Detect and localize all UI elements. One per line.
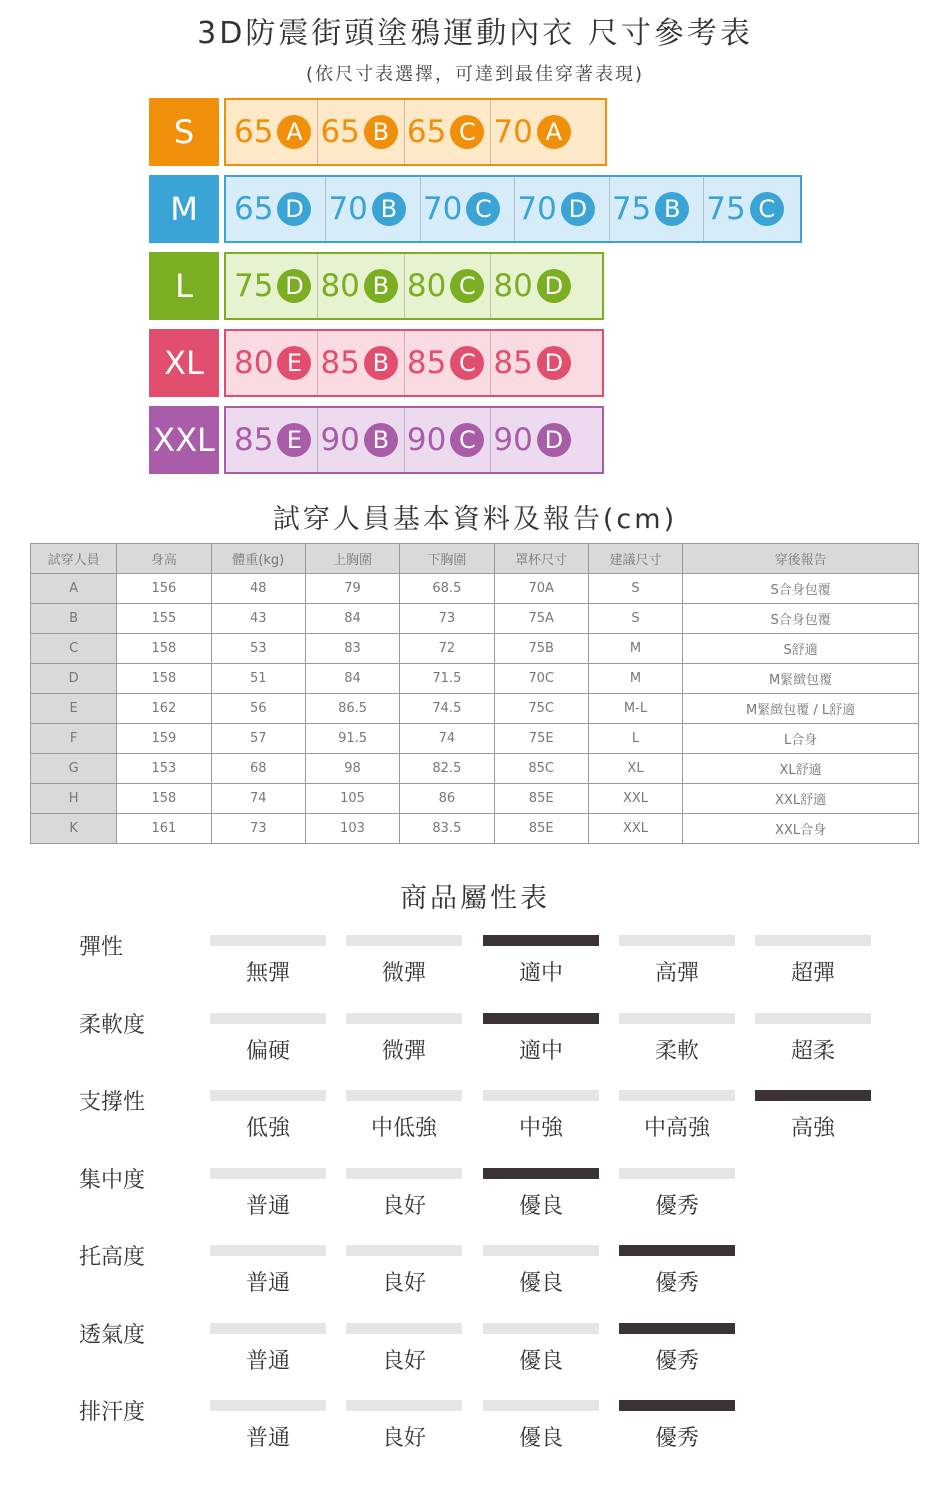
- level-label: 良好: [381, 1426, 426, 1451]
- cup-size: [326, 177, 420, 241]
- level-label: 優良: [518, 1193, 563, 1219]
- cup-band: 80: [320, 268, 360, 304]
- cup-band: 80: [406, 268, 447, 304]
- attribute-name: 集中度: [79, 1167, 146, 1193]
- level-label: 超柔: [790, 1038, 835, 1064]
- table-cell: M: [588, 634, 682, 664]
- table-cell: 105: [305, 784, 399, 814]
- cup-size-box: [224, 98, 607, 166]
- level-bar: [619, 1090, 735, 1101]
- column-header: 建議尺寸: [588, 544, 682, 574]
- level-label: 中低強: [370, 1116, 437, 1141]
- table-cell: S: [588, 574, 682, 604]
- table-cell: 85E: [494, 814, 588, 844]
- table-cell: 53: [211, 634, 305, 664]
- column-header: 試穿人員: [31, 544, 117, 574]
- table-cell: XL: [588, 754, 682, 784]
- size-row-xl: [149, 329, 809, 397]
- table-cell: 85C: [494, 754, 588, 784]
- table-cell: G: [31, 754, 117, 784]
- table-cell: 161: [117, 814, 211, 844]
- level-label: 中強: [518, 1116, 563, 1141]
- level-bar: [619, 935, 735, 946]
- level-label: 普通: [245, 1348, 290, 1374]
- cup-size: [515, 177, 609, 241]
- table-cell: M: [588, 664, 682, 694]
- level-label: 微彈: [381, 961, 426, 986]
- trial-table-header: [31, 544, 919, 574]
- cup-band: 90: [493, 422, 533, 458]
- cup-letter-badge: C: [450, 346, 484, 380]
- size-label: M: [149, 175, 219, 243]
- cup-letter-badge: C: [450, 115, 484, 149]
- cup-size: [704, 177, 797, 241]
- table-cell: 74: [400, 724, 494, 754]
- table-cell: M緊緻包覆: [683, 664, 919, 694]
- trial-table: [30, 543, 919, 844]
- table-cell: 75A: [494, 604, 588, 634]
- level-label: 優秀: [654, 1348, 699, 1374]
- level-bar-selected: [483, 935, 599, 946]
- cup-size: [232, 408, 318, 472]
- trial-table-title: 試穿人員基本資料及報告(cm): [272, 504, 678, 535]
- cup-band: 65: [234, 191, 274, 227]
- cup-size-box: [224, 329, 604, 397]
- cup-letter-badge: C: [466, 192, 500, 226]
- level-label: 無彈: [245, 961, 290, 986]
- table-cell: 51: [211, 664, 305, 694]
- table-cell: 82.5: [400, 754, 494, 784]
- attribute-name: 支撐性: [79, 1090, 146, 1115]
- attribute-table-title: 商品屬性表: [400, 883, 550, 914]
- table-cell: 158: [117, 634, 211, 664]
- cup-band: 70: [422, 191, 463, 227]
- level-label: 普通: [245, 1426, 290, 1451]
- table-cell: XXL合身: [683, 814, 919, 844]
- cup-size-box: [224, 406, 604, 474]
- table-cell: M緊緻包覆 / L舒適: [683, 694, 919, 724]
- level-bar: [210, 1168, 326, 1179]
- cup-band: 70: [493, 114, 533, 150]
- cup-size: [318, 254, 404, 318]
- table-cell: XL舒適: [683, 754, 919, 784]
- table-cell: 74.5: [400, 694, 494, 724]
- cup-size: [610, 177, 704, 241]
- cup-band: 65: [320, 114, 360, 150]
- cup-size: [491, 254, 576, 318]
- table-cell: E: [31, 694, 117, 724]
- cup-size: [232, 177, 326, 241]
- level-label: 柔軟: [654, 1038, 699, 1064]
- cup-size: [232, 331, 318, 395]
- table-cell: 79: [305, 574, 399, 604]
- level-label: 微彈: [381, 1038, 426, 1064]
- level-label: 優秀: [654, 1271, 699, 1296]
- cup-size: [405, 100, 491, 164]
- level-label: 優良: [518, 1426, 563, 1451]
- table-cell: 103: [305, 814, 399, 844]
- level-bar: [346, 935, 462, 946]
- table-cell: 86: [400, 784, 494, 814]
- table-cell: 155: [117, 604, 211, 634]
- table-cell: 156: [117, 574, 211, 604]
- table-cell: XXL: [588, 814, 682, 844]
- level-bar-selected: [483, 1013, 599, 1024]
- cup-letter-badge: C: [450, 423, 484, 457]
- table-cell: 73: [211, 814, 305, 844]
- cup-band: 70: [328, 191, 368, 227]
- cup-band: 80: [493, 268, 533, 304]
- attribute-name: 透氣度: [79, 1322, 146, 1348]
- level-bar: [210, 935, 326, 946]
- cup-band: 85: [320, 345, 360, 381]
- level-bar: [346, 1168, 462, 1179]
- table-cell: 75E: [494, 724, 588, 754]
- cup-band: 75: [234, 268, 274, 304]
- table-cell: 159: [117, 724, 211, 754]
- size-row-xxl: [149, 406, 809, 474]
- cup-size: [421, 177, 515, 241]
- table-cell: 71.5: [400, 664, 494, 694]
- table-cell: XXL舒適: [683, 784, 919, 814]
- level-bar: [619, 1168, 735, 1179]
- level-bar: [346, 1013, 462, 1024]
- cup-size-box: [224, 252, 604, 320]
- size-row-s: [149, 98, 809, 166]
- level-label: 適中: [518, 961, 563, 986]
- table-cell: 70C: [494, 664, 588, 694]
- level-label: 優良: [518, 1271, 563, 1296]
- level-bar: [755, 935, 871, 946]
- page-title: 3D防震街頭塗鴉運動內衣 尺寸參考表: [197, 16, 753, 51]
- level-label: 優秀: [654, 1426, 699, 1451]
- table-cell: 73: [400, 604, 494, 634]
- table-cell: 48: [211, 574, 305, 604]
- table-cell: 158: [117, 784, 211, 814]
- attribute-name: 彈性: [79, 935, 124, 960]
- level-label: 中高強: [643, 1116, 710, 1141]
- table-cell: S合身包覆: [683, 574, 919, 604]
- cup-letter-badge: B: [372, 192, 406, 226]
- level-label: 優良: [518, 1348, 563, 1374]
- level-label: 普通: [245, 1271, 290, 1296]
- cup-letter-badge: A: [537, 115, 571, 149]
- level-label: 普通: [245, 1193, 290, 1219]
- cup-band: 90: [320, 422, 360, 458]
- level-bar: [346, 1090, 462, 1101]
- cup-band: 75: [706, 191, 746, 227]
- table-row: [31, 634, 919, 664]
- table-cell: M-L: [588, 694, 682, 724]
- table-cell: 162: [117, 694, 211, 724]
- size-label: XXL: [149, 406, 219, 474]
- table-cell: XXL: [588, 784, 682, 814]
- level-bar: [483, 1400, 599, 1411]
- cup-size: [491, 331, 576, 395]
- column-header: 身高: [117, 544, 211, 574]
- table-cell: L: [588, 724, 682, 754]
- table-cell: 158: [117, 664, 211, 694]
- cup-band: 80: [234, 345, 274, 381]
- column-header: 下胸圍: [400, 544, 494, 574]
- size-label: L: [149, 252, 219, 320]
- cup-size: [491, 100, 576, 164]
- cup-band: 85: [406, 345, 447, 381]
- size-row-l: [149, 252, 809, 320]
- table-cell: S舒適: [683, 634, 919, 664]
- cup-letter-badge: D: [537, 269, 571, 303]
- table-cell: 68: [211, 754, 305, 784]
- level-bar: [483, 1090, 599, 1101]
- cup-letter-badge: D: [277, 192, 311, 226]
- table-cell: 86.5: [305, 694, 399, 724]
- table-cell: 70A: [494, 574, 588, 604]
- table-cell: 85E: [494, 784, 588, 814]
- size-label: XL: [149, 329, 219, 397]
- table-cell: 72: [400, 634, 494, 664]
- level-label: 高彈: [654, 961, 699, 986]
- level-bar: [483, 1323, 599, 1334]
- table-cell: 56: [211, 694, 305, 724]
- level-bar: [755, 1013, 871, 1024]
- cup-size: [232, 254, 318, 318]
- cup-letter-badge: D: [277, 269, 311, 303]
- table-cell: 75B: [494, 634, 588, 664]
- level-bar: [346, 1245, 462, 1256]
- level-label: 適中: [518, 1038, 563, 1064]
- cup-letter-badge: B: [655, 192, 689, 226]
- level-bar-selected: [619, 1245, 735, 1256]
- table-cell: S合身包覆: [683, 604, 919, 634]
- column-header: 體重(kg): [211, 544, 305, 574]
- level-bar: [210, 1013, 326, 1024]
- table-cell: 91.5: [305, 724, 399, 754]
- table-cell: A: [31, 574, 117, 604]
- table-cell: 74: [211, 784, 305, 814]
- level-bar: [210, 1090, 326, 1101]
- table-row: [31, 604, 919, 634]
- cup-size: [318, 408, 404, 472]
- level-label: 低強: [245, 1116, 290, 1141]
- table-cell: 68.5: [400, 574, 494, 604]
- level-label: 良好: [381, 1271, 426, 1296]
- table-cell: B: [31, 604, 117, 634]
- table-row: [31, 814, 919, 844]
- table-row: [31, 754, 919, 784]
- cup-letter-badge: C: [450, 269, 484, 303]
- table-cell: 57: [211, 724, 305, 754]
- level-bar: [346, 1323, 462, 1334]
- level-bar: [483, 1245, 599, 1256]
- cup-letter-badge: B: [364, 346, 398, 380]
- level-bar-selected: [619, 1400, 735, 1411]
- cup-letter-badge: B: [364, 115, 398, 149]
- level-label: 偏硬: [245, 1038, 290, 1064]
- table-row: [31, 724, 919, 754]
- cup-letter-badge: A: [277, 115, 311, 149]
- page-subtitle: (依尺寸表選擇，可達到最佳穿著表現): [305, 64, 645, 85]
- cup-band: 65: [406, 114, 447, 150]
- size-label: S: [149, 98, 219, 166]
- cup-size: [405, 408, 491, 472]
- level-bar-selected: [619, 1323, 735, 1334]
- cup-letter-badge: E: [277, 423, 311, 457]
- cup-band: 85: [493, 345, 533, 381]
- cup-letter-badge: B: [364, 423, 398, 457]
- level-bar: [210, 1400, 326, 1411]
- table-cell: 98: [305, 754, 399, 784]
- table-cell: L合身: [683, 724, 919, 754]
- level-bar: [210, 1245, 326, 1256]
- table-cell: 75C: [494, 694, 588, 724]
- cup-letter-badge: C: [750, 192, 784, 226]
- column-header: 穿後報告: [683, 544, 919, 574]
- level-label: 高強: [790, 1116, 835, 1141]
- cup-band: 65: [234, 114, 274, 150]
- level-label: 超彈: [790, 961, 835, 986]
- cup-letter-badge: D: [537, 423, 571, 457]
- table-row: [31, 784, 919, 814]
- level-bar: [619, 1013, 735, 1024]
- cup-band: 70: [517, 191, 557, 227]
- table-row: [31, 664, 919, 694]
- cup-size: [405, 331, 491, 395]
- table-row: [31, 694, 919, 724]
- table-cell: 153: [117, 754, 211, 784]
- cup-size: [232, 100, 318, 164]
- table-cell: 83.5: [400, 814, 494, 844]
- table-row: [31, 574, 919, 604]
- attribute-name: 排汗度: [79, 1400, 146, 1425]
- level-bar: [210, 1323, 326, 1334]
- level-label: 良好: [381, 1193, 426, 1219]
- table-cell: 84: [305, 604, 399, 634]
- table-cell: C: [31, 634, 117, 664]
- cup-size: [405, 254, 491, 318]
- cup-letter-badge: E: [277, 346, 311, 380]
- level-label: 良好: [381, 1348, 426, 1374]
- cup-size: [318, 100, 404, 164]
- column-header: 罩杯尺寸: [494, 544, 588, 574]
- table-cell: H: [31, 784, 117, 814]
- cup-letter-badge: B: [364, 269, 398, 303]
- cup-band: 90: [406, 422, 447, 458]
- cup-letter-badge: D: [537, 346, 571, 380]
- cup-size: [491, 408, 576, 472]
- level-label: 優秀: [654, 1193, 699, 1219]
- table-cell: K: [31, 814, 117, 844]
- table-cell: 43: [211, 604, 305, 634]
- attribute-name: 柔軟度: [79, 1012, 146, 1038]
- table-cell: F: [31, 724, 117, 754]
- size-row-m: [149, 175, 809, 243]
- table-cell: 83: [305, 634, 399, 664]
- cup-band: 75: [611, 191, 652, 227]
- table-cell: S: [588, 604, 682, 634]
- level-bar: [346, 1400, 462, 1411]
- table-cell: 84: [305, 664, 399, 694]
- table-cell: D: [31, 664, 117, 694]
- cup-band: 85: [234, 422, 274, 458]
- cup-size: [318, 331, 404, 395]
- level-bar-selected: [483, 1168, 599, 1179]
- cup-letter-badge: D: [561, 192, 595, 226]
- level-bar-selected: [755, 1090, 871, 1101]
- cup-size-box: [224, 175, 802, 243]
- attribute-name: 托高度: [79, 1245, 146, 1270]
- column-header: 上胸圍: [305, 544, 399, 574]
